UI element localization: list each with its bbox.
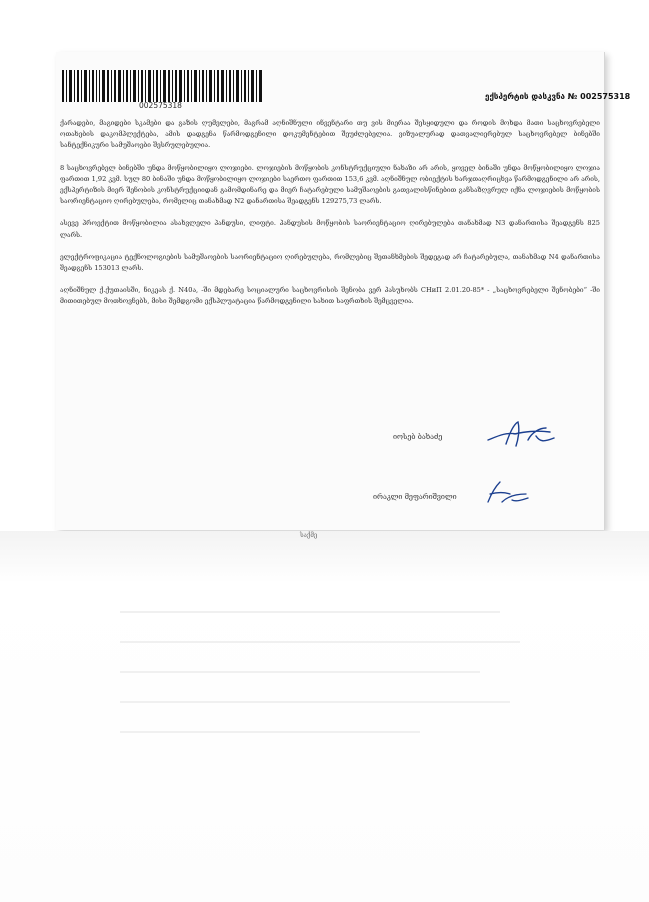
document-title: ექსპერტის დასკვნა № 002575318 — [485, 92, 631, 101]
footer-fragment: საქმე — [300, 532, 318, 539]
signature-2 — [482, 480, 532, 506]
barcode — [62, 70, 262, 102]
paragraph-furniture: ქარადები, მაგიდები სკამები და გაზის ღუმელები, მაგრამ აღნიშნული ინვენტარი თუ ვის მიერაა შესყიდული და როდის მოხდა მათი საცხოვრებელი ოთახების დაკომპლექტება, ამის დადგენა წარმოდგენილი დოკუმენტებით შეუძლებელია. ვიზუალურად დათვალიერებულ საცხოვრებელ ბინებში სანტექნიკური სამუშაოები შესრულებულია. — [60, 119, 600, 150]
signer-name-1: იოსებ ბახაძე — [393, 432, 443, 441]
paragraph-loggias: 8 საცხოვრებელ ბინებში უნდა მოწყობილიყო ლოჯიები. ლოჯიების მოწყობის კონსტრუქციული ნახაზი არ არის, ყოველ ბინაში უნდა მოწყობილიყო ლოჯია ფართით 1,92 კვმ. სულ 80 ბინაში უნდა მოწყობილიყო ლოჯიები საერთო ფართით 153,6 კვმ. აღნიშნულ ობიექტის ხარჯთაღრიცხვა წარმოდგენილი არ არის, ექსპერტიზის მიერ შენობის კონსტრუქციიდან გამომდინარე და მიერ ჩატარებული სამუშაოების გათვალისწინებით განსაზღვრულ იქნა ლოჯიების მოწყობის საორიენტაციო ღირებულება, რომელიც თანახმად N2 დანართისა შეადგენს 129275,73 ლარს. — [60, 163, 600, 206]
signer-name-2: ირაკლი მეფარიშვილი — [373, 492, 457, 501]
paragraph-ramp: ასევე პროექტით მოწყობილია ასახვლელი პანდუსი, ლიფტი. პანდუსის მოწყობის საორიენტაციო ღირებულება თანახმად N3 დანართისა შეადგენს 825 ლარს. — [60, 219, 600, 239]
paragraph-electrification: ელექტროფიკაცია ტექნოლოგიების სამუშაოების საორიენტაციო ღირებულება, რომლებიც შეთანხმების შედეგად არ ჩატარებულა, თანახმად N4 დანართისა შეადგენს 153013 ლარს. — [60, 252, 600, 273]
scan-background — [0, 531, 649, 902]
barcode-number: 002575318 — [139, 101, 182, 110]
document-body — [60, 118, 600, 319]
paragraph-conclusion: აღნიშნულ ქ.ქუთაისში, ნიკეას ქ. N40ა, -ში მდებარე სოციალური საცხოვრისის შენობა ვერ პასუხობს СНиП 2.01.20-85* - „საცხოვრებელი შენობები“ -ში მითითებულ მოთხოვნებს, მისი შემდგომი ექსპლუატაცია წარმოდგენილი სახით საფრთხის შემცველია. — [60, 286, 600, 306]
signature-1 — [484, 418, 559, 450]
